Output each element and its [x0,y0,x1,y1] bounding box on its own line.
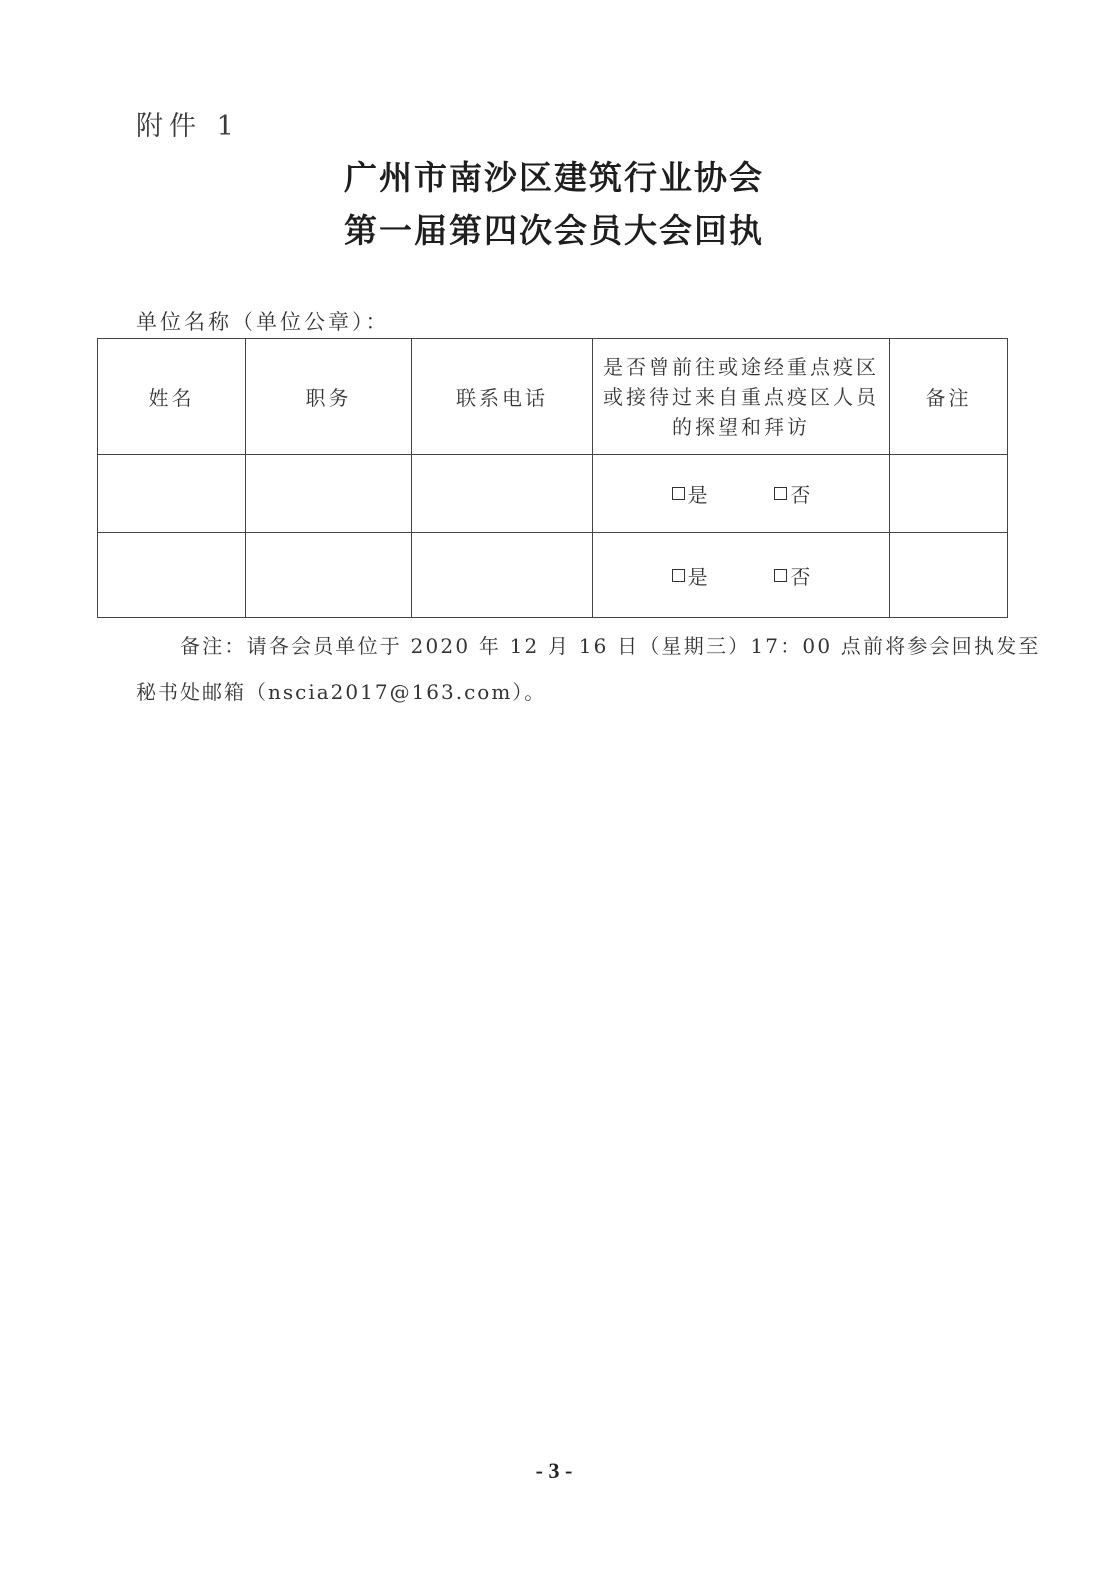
yes-label: 是 [687,483,708,507]
cell-epidemic-choice [593,455,890,533]
header-epidemic-question: 是否曾前往或途经重点疫区或接待过来自重点疫区人员的探望和拜访 [593,339,890,455]
cell-remarks[interactable] [890,533,1008,618]
receipt-table [97,338,1008,618]
yes-option[interactable] [672,479,708,508]
note-line-2: 秘书处邮箱（nscia2017@163.com）。 [136,680,547,704]
table-row [98,455,1008,533]
checkbox-no[interactable] [774,569,787,582]
header-phone: 联系电话 [412,339,593,455]
header-remarks: 备注 [890,339,1008,455]
cell-position[interactable] [246,455,412,533]
no-label: 否 [790,483,811,507]
checkbox-no[interactable] [774,487,787,500]
page-number: - 3 - [535,1458,573,1483]
cell-remarks[interactable] [890,455,1008,533]
table-row [98,533,1008,618]
cell-epidemic-choice [593,533,890,618]
attachment-label: 附件 1 [136,111,240,142]
cell-name[interactable] [98,455,246,533]
checkbox-yes[interactable] [672,487,685,500]
no-option[interactable] [774,561,810,590]
unit-name-label: 单位名称（单位公章）： [136,310,390,334]
document-title-line-1: 广州市南沙区建筑行业协会 [344,158,764,197]
cell-phone[interactable] [412,533,593,618]
table-header-row [98,339,1008,455]
header-name: 姓名 [98,339,246,455]
header-position: 职务 [246,339,412,455]
yes-label: 是 [687,564,708,589]
no-label: 否 [790,564,811,589]
cell-name[interactable] [98,533,246,618]
note-line-1: 备注：请各会员单位于 2020 年 12 月 16 日（星期三）17：00 点前将参会回执发至 [180,634,1041,658]
checkbox-yes[interactable] [672,569,685,582]
no-option[interactable] [774,479,810,508]
document-title-line-2: 第一届第四次会员大会回执 [344,211,764,250]
yes-option[interactable] [672,561,708,590]
cell-phone[interactable] [412,455,593,533]
cell-position[interactable] [246,533,412,618]
